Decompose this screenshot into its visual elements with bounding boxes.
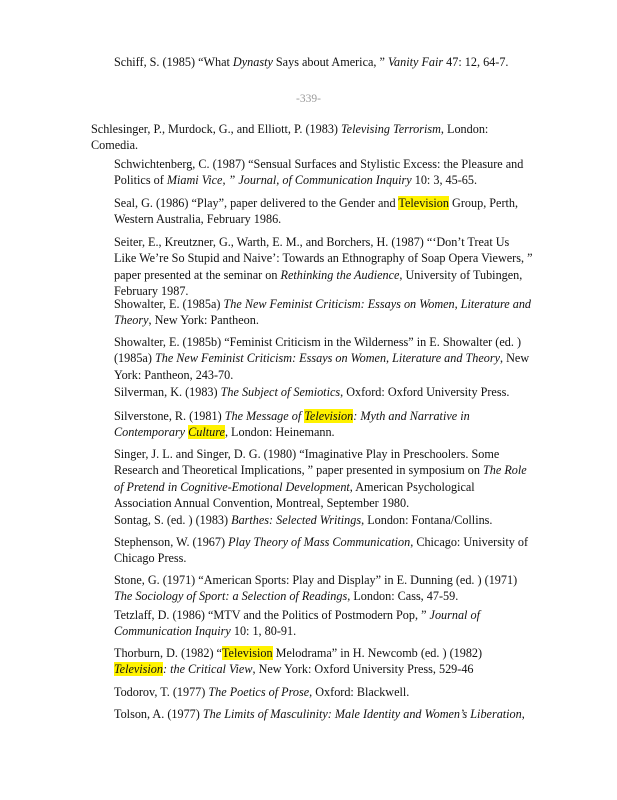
reference-text: Tolson, A. (1977) bbox=[114, 707, 203, 721]
reference-text: Group, Perth, Western Australia, February 1986. bbox=[114, 196, 519, 227]
reference-entry bbox=[114, 512, 534, 528]
reference-entry bbox=[114, 384, 534, 400]
reference-text: , University of Tubingen, February 1987. bbox=[114, 267, 523, 298]
highlighted-term: Television bbox=[114, 662, 163, 677]
reference-entry bbox=[114, 607, 534, 640]
reference-text: 10: 3, 45-65. bbox=[411, 173, 478, 188]
italic-title: Journal of Communication Inquiry bbox=[114, 608, 480, 639]
reference-text: , American Psychological Association Annual Convention, Montreal, September 1980. bbox=[114, 479, 475, 510]
reference-entry bbox=[114, 195, 534, 228]
reference-text: , London: Comedia. bbox=[91, 122, 489, 153]
reference-text: , New York: Pantheon. bbox=[148, 313, 259, 328]
reference-text: Stone, G. (1971) “American Sports: Play and Display” in E. Dunning (ed. ) (1971) bbox=[114, 573, 518, 587]
italic-title: Miami Vice, ” Journal, of Communication Inquiry bbox=[166, 173, 412, 188]
highlighted-term: Culture bbox=[188, 425, 225, 440]
reference-text: , London: Cass, 47-59. bbox=[347, 589, 459, 604]
highlighted-term: Television bbox=[304, 409, 354, 423]
reference-text: , London: Fontana/Collins. bbox=[361, 513, 493, 527]
reference-text: Showalter, E. (1985a) bbox=[114, 297, 224, 311]
italic-title: Televising Terrorism bbox=[341, 122, 441, 136]
italic-title: Vanity Fair bbox=[387, 55, 444, 69]
italic-title: Play Theory of Mass Communication bbox=[228, 535, 411, 549]
italic-title: The Limits of Masculinity: Male Identity and Women’s Liberation bbox=[202, 707, 522, 721]
reference-entry bbox=[91, 121, 531, 154]
reference-text: , New York: Oxford University Press, 529-46 bbox=[252, 662, 474, 677]
reference-text: Silverstone, R. (1981) bbox=[114, 409, 225, 423]
reference-text: Thorburn, D. (1982) “ bbox=[114, 646, 222, 660]
reference-entry bbox=[114, 572, 534, 605]
reference-entry bbox=[114, 334, 534, 383]
reference-text: , New York: Pantheon, 243-70. bbox=[114, 351, 530, 382]
reference-text: Todorov, T. (1977) bbox=[114, 685, 209, 699]
reference-entry bbox=[114, 156, 534, 189]
italic-title: The New Feminist Criticism: Essays on Women, Literature and Theory bbox=[154, 351, 501, 366]
reference-text: Stephenson, W. (1967) bbox=[114, 535, 229, 549]
reference-text: Tetzlaff, D. (1986) “MTV and the Politics of Postmodern Pop, ” bbox=[114, 608, 430, 622]
reference-text: Sontag, S. (ed. ) (1983) bbox=[114, 513, 232, 527]
italic-title: : Myth and Narrative in Contemporary bbox=[114, 409, 470, 440]
reference-entry bbox=[114, 645, 534, 678]
reference-text: Schiff, S. (1985) “What bbox=[114, 55, 233, 69]
reference-entry bbox=[114, 706, 534, 722]
reference-entry bbox=[114, 446, 534, 511]
reference-entry bbox=[114, 534, 534, 567]
reference-text: Seiter, E., Kreutzner, G., Warth, E. M., and Borchers, H. (1987) “‘Don’t Treat Us Like We’re So Stupid and Naive’: Towards an Ethnography of Soap Opera Viewers, ” paper presented at the seminar on bbox=[114, 235, 533, 282]
reference-text: , bbox=[521, 707, 525, 721]
italic-title: Dynasty bbox=[232, 55, 273, 69]
highlighted-term: Television bbox=[221, 646, 273, 660]
reference-text: , Chicago: University of Chicago Press. bbox=[114, 535, 529, 566]
reference-text: Schlesinger, P., Murdock, G., and Elliott, P. (1983) bbox=[91, 122, 342, 136]
italic-title: Rethinking the Audience bbox=[280, 267, 400, 282]
italic-title: The Sociology of Sport: a Selection of Readings bbox=[114, 589, 348, 604]
reference-text: , Oxford: Oxford University Press. bbox=[340, 385, 510, 399]
reference-text: Says about America, ” bbox=[272, 55, 388, 69]
reference-entry bbox=[114, 684, 534, 700]
reference-text: Showalter, E. (1985b) “Feminist Criticism in the Wilderness” in E. Showalter (ed. ) (1985a) bbox=[114, 335, 522, 366]
highlighted-term: Television bbox=[398, 196, 449, 210]
reference-text: Melodrama” in H. Newcomb (ed. ) (1982) bbox=[272, 646, 483, 660]
reference-entry bbox=[114, 234, 534, 299]
reference-text: 10: 1, 80-91. bbox=[230, 624, 297, 639]
reference-text: Silverman, K. (1983) bbox=[114, 385, 221, 399]
italic-title: The Subject of Semiotics bbox=[220, 385, 341, 399]
reference-text: Singer, J. L. and Singer, D. G. (1980) “Imaginative Play in Preschoolers. Some Research and Theoretical Implications, ” paper presented in symposium on bbox=[114, 447, 500, 478]
italic-title: Barthes: Selected Writings bbox=[231, 513, 362, 527]
reference-text: , Oxford: Blackwell. bbox=[309, 685, 410, 699]
italic-title: The New Feminist Criticism: Essays on Women, Literature and Theory bbox=[114, 297, 532, 328]
italic-title: The Message of bbox=[224, 409, 305, 423]
italic-title: The Poetics of Prose bbox=[208, 685, 310, 699]
reference-entry bbox=[114, 408, 534, 441]
italic-title: The Role of Pretend in Cognitive-Emotional Development bbox=[114, 463, 527, 494]
page-number: -339- bbox=[296, 93, 321, 105]
reference-text: 47: 12, 64-7. bbox=[443, 55, 509, 69]
reference-entry bbox=[114, 296, 534, 329]
reference-entry bbox=[114, 54, 534, 70]
reference-text: , London: Heinemann. bbox=[224, 425, 335, 440]
italic-title: : the Critical View bbox=[162, 662, 253, 677]
reference-text: Seal, G. (1986) “Play”, paper delivered to the Gender and bbox=[114, 196, 399, 210]
reference-text: Schwichtenberg, C. (1987) “Sensual Surfaces and Stylistic Excess: the Pleasure and Politics of bbox=[114, 157, 524, 188]
